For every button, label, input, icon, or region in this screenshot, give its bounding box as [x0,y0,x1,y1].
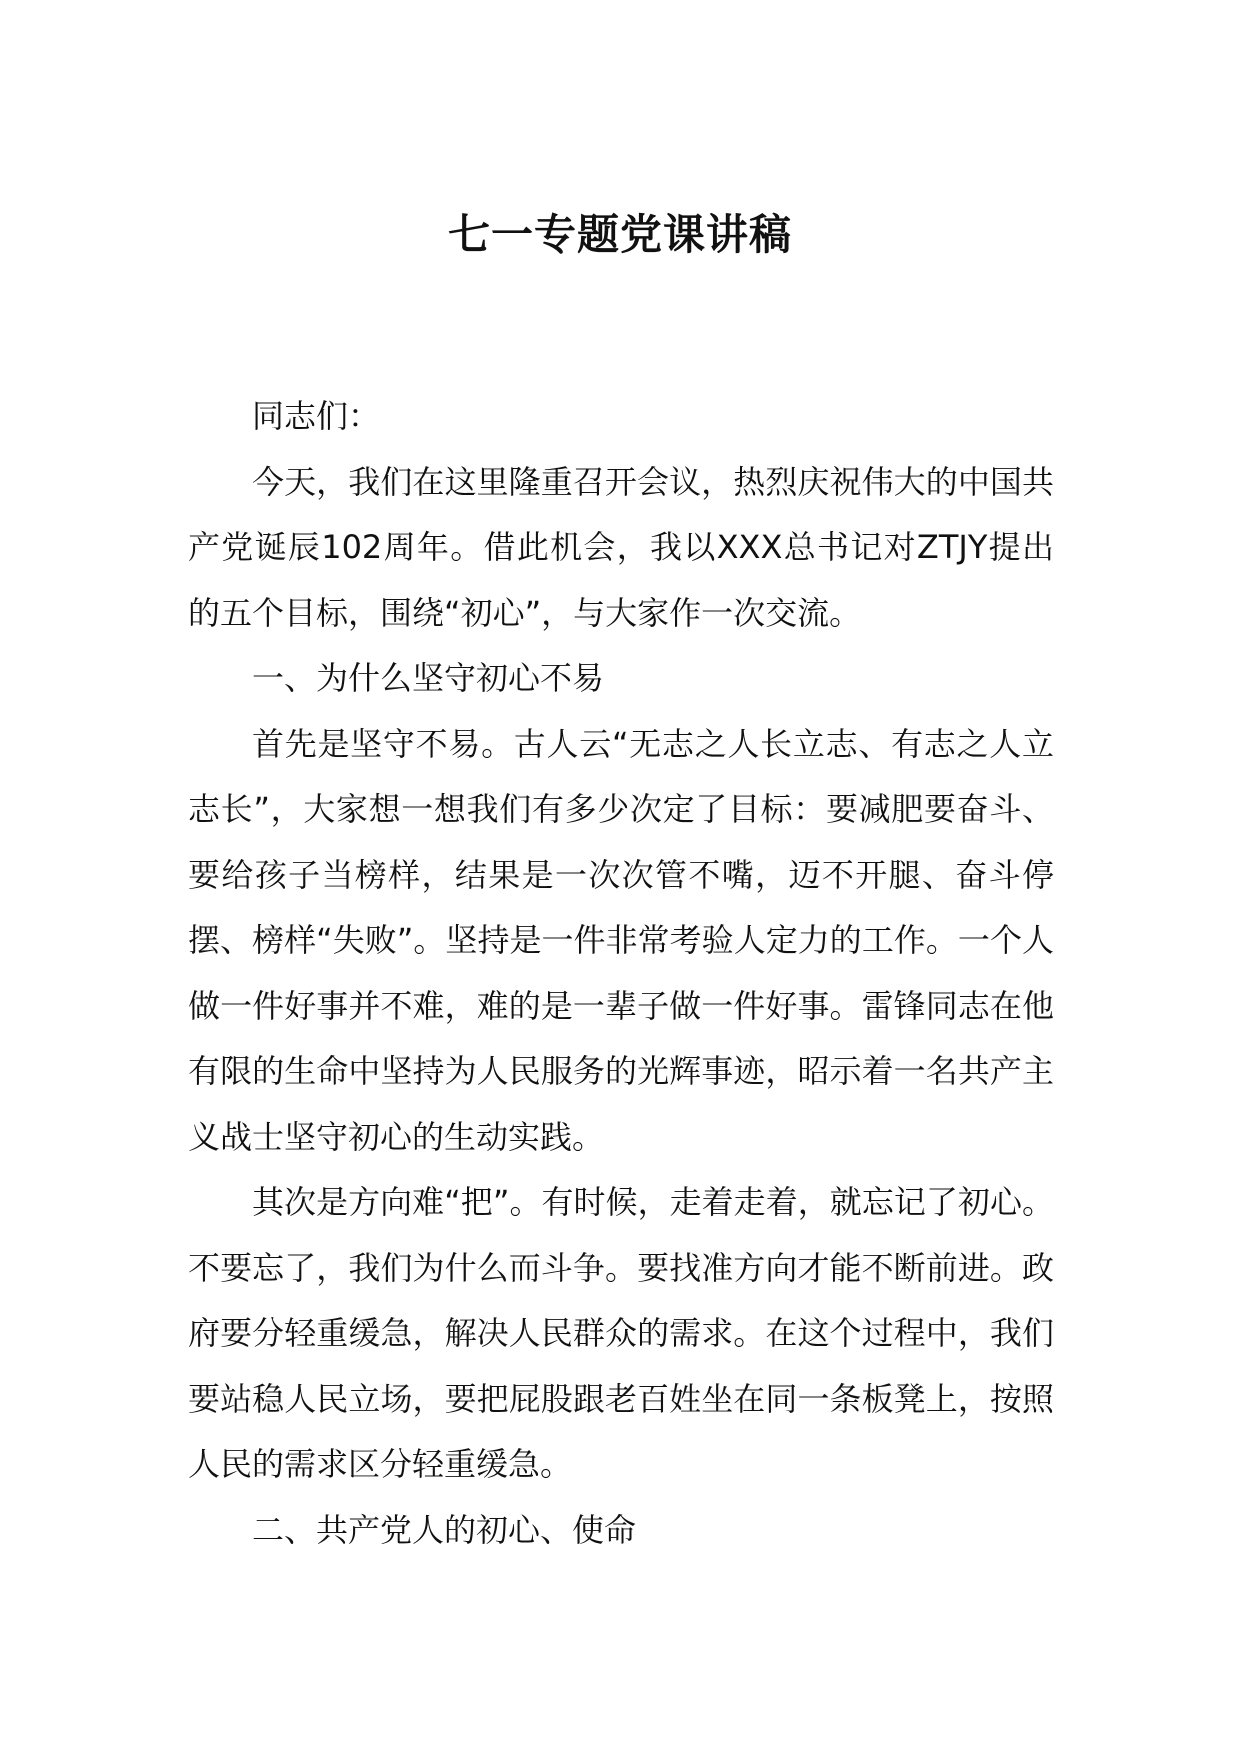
paragraph-persistence: 首先是坚守不易。古人云“无志之人长立志、有志之人立志长”，大家想一想我们有多少次定了目标：要减肥要奋斗、要给孩子当榜样，结果是一次次管不嘴，迈不开腿、奋斗停摆、榜样“失败”。坚持是一件非常考验人定力的工作。一个人做一件好事并不难，难的是一辈子做一件好事。雷锋同志在他有限的生命中坚持为人民服务的光辉事迹，昭示着一名共产主义战士坚守初心的生动实践。 [188,724,1054,1156]
paragraph-direction: 其次是方向难“把”。有时候，走着走着，就忘记了初心。不要忘了，我们为什么而斗争。要找准方向才能不断前进。政府要分轻重缓急，解决人民群众的需求。在这个过程中，我们要站稳人民立场，要把屁股跟老百姓坐在同一条板凳上，按照人民的需求区分轻重缓急。 [188,1183,1054,1483]
paragraph-intro: 今天，我们在这里隆重召开会议，热烈庆祝伟大的中国共产党诞辰102周年。借此机会，我以XXX总书记对ZTJY提出的五个目标，围绕“初心”，与大家作一次交流。 [188,462,1054,632]
salutation: 同志们： [252,397,381,435]
section-heading-2: 二、共产党人的初心、使命 [252,1510,637,1549]
section-heading-1: 一、为什么坚守初心不易 [252,659,605,697]
document-title: 七一专题党课讲稿 [447,210,792,259]
document-body [188,384,1054,1563]
